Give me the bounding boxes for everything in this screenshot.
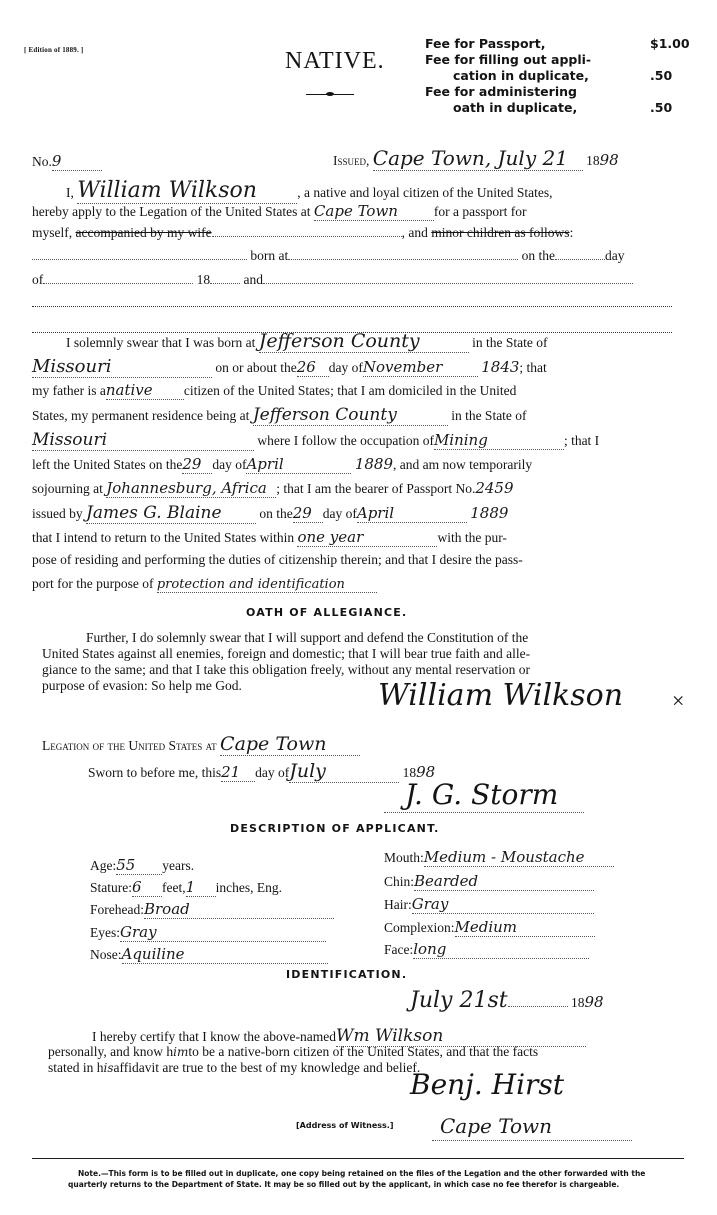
certify-line-2: personally, and know himto be a native-born citizen of the United States, and that the facts <box>48 1044 539 1059</box>
fee-schedule <box>425 36 690 116</box>
sworn-month: July <box>289 760 399 783</box>
certify-line-3: stated in hisaffidavit are true to the best of my knowledge and belief. <box>48 1060 421 1075</box>
father-line: my father is anative citizen of the United States; that I am domiciled in the United <box>32 381 517 399</box>
applicant-line: I, William Wilkson , a native and loyal citizen of the United States, <box>66 178 553 203</box>
occupation-line: Missouri where I follow the occupation ofMining ; that I <box>32 430 600 450</box>
fee-row: Fee for filling out appli- <box>425 52 592 67</box>
sojourning-line: sojourning at Johannesburg, Africa ; that I am the bearer of Passport No.2459 <box>32 479 514 497</box>
residence-line: States, my permanent residence being at Jefferson County in the State of <box>32 405 527 425</box>
forehead-field: Forehead:Broad <box>90 900 334 919</box>
residence-place: Jefferson County <box>253 405 448 426</box>
birthdate-line: Missouri on or about the26 day ofNovember 1843; that <box>32 356 547 377</box>
stature-inches: 1 <box>186 878 216 897</box>
left-day: 29 <box>182 455 212 474</box>
face-field: Face:long <box>384 940 589 959</box>
edition-label: [ Edition of 1889. ] <box>24 46 84 54</box>
legation-apply-line: hereby apply to the Legation of the United States at Cape Town for a passport for <box>32 202 527 220</box>
mouth-value: Medium - Moustache <box>424 848 614 867</box>
purpose-line-2: port for the purpose of protection and identification <box>32 576 377 593</box>
allegiance-heading: OATH OF ALLEGIANCE. <box>246 606 408 619</box>
departure-line: left the United States on the29 day ofApril 1889, and am now temporarily <box>32 455 533 473</box>
birthplace-line: I solemnly swear that I was born at Jefferson County in the State of <box>66 330 548 352</box>
birth-year: 1843 <box>481 358 520 376</box>
witness-address: Cape Town <box>440 1114 553 1138</box>
sworn-day: 21 <box>221 763 255 782</box>
issued-year: 98 <box>599 151 619 169</box>
birth-day: 26 <box>297 358 329 377</box>
stature-field: Stature:6 feet,1 inches, Eng. <box>90 878 282 896</box>
purpose-line: pose of residing and performing the duties of citizenship therein; and that I desire the pass- <box>32 552 523 567</box>
official-signature-line <box>384 812 584 813</box>
issued-line: Issued, Cape Town, July 21 1898 <box>333 146 619 170</box>
legation-place: Cape Town <box>314 202 434 221</box>
witness-address-line <box>432 1140 632 1141</box>
left-year: 1889 <box>354 455 394 473</box>
born-at-line: born at on the day <box>32 248 625 264</box>
of-line: of 18 and <box>32 272 633 288</box>
allegiance-text: giance to the same; and that I take this obligation freely, without any mental reservation or <box>42 662 530 677</box>
application-number-value: 9 <box>52 152 102 171</box>
issued-by-name: James G. Blaine <box>86 503 256 524</box>
allegiance-text: purpose of evasion: So help me God. <box>42 678 242 693</box>
signature-mark: × <box>672 688 685 713</box>
legation-sworn-place: Cape Town <box>220 733 360 756</box>
chin-value: Bearded <box>414 872 594 891</box>
mouth-field: Mouth:Medium - Moustache <box>384 848 614 867</box>
sojourning-place: Johannesburg, Africa <box>106 479 276 498</box>
identification-date: July 21st 1898 <box>410 988 604 1013</box>
footer-note: Note.—This form is to be filled out in duplicate, one copy being retained on the files of the Legation and the other forwarded with the quarterly returns to the Department of State. It may be so filled out by the applicant, in which case no fee therefor is chargeable. <box>68 1169 646 1189</box>
left-month: April <box>246 455 351 474</box>
blank-line <box>32 306 672 307</box>
eyes-field: Eyes:Gray <box>90 923 326 942</box>
complexion-value: Medium <box>455 918 595 937</box>
birth-month: November <box>363 358 478 377</box>
description-heading: DESCRIPTION OF APPLICANT. <box>230 822 440 835</box>
nose-field: Nose:Aquiline <box>90 945 328 964</box>
footer-rule <box>32 1158 684 1159</box>
allegiance-text: Further, I do solemnly swear that I will support and defend the Constitution of the <box>86 630 529 645</box>
witness-signature: Benj. Hirst <box>410 1068 565 1101</box>
birthplace: Jefferson County <box>259 330 469 353</box>
allegiance-text: United States against all enemies, foreign and domestic; that I will bear true faith and alle- <box>42 646 531 661</box>
fee-row: cation in duplicate, .50 <box>453 68 673 83</box>
age-field: Age:55 years. <box>90 856 195 874</box>
return-period: one year <box>297 528 437 547</box>
age-value: 55 <box>116 856 162 875</box>
eyes-value: Gray <box>120 923 326 942</box>
identification-heading: IDENTIFICATION. <box>286 968 408 981</box>
legation-line: Legation of the United States at Cape Town <box>42 733 360 756</box>
complexion-field: Complexion:Medium <box>384 918 595 937</box>
fee-row: Fee for administering <box>425 84 577 99</box>
nose-value: Aquiline <box>122 945 328 964</box>
applicant-name: William Wilkson <box>77 178 297 204</box>
hair-field: Hair:Gray <box>384 895 594 914</box>
issued-place-date: Cape Town, July 21 <box>373 146 583 171</box>
issued-day: 29 <box>293 504 323 523</box>
chin-field: Chin:Bearded <box>384 872 594 891</box>
birth-state: Missouri <box>32 356 212 378</box>
fee-row: oath in duplicate, .50 <box>453 100 673 115</box>
issued-year: 1889 <box>470 504 509 522</box>
fee-row: Fee for Passport, $1.00 <box>425 36 690 51</box>
issued-by-line: issued by James G. Blaine on the29 day ofApril 1889 <box>32 503 509 523</box>
forehead-value: Broad <box>144 900 334 919</box>
stature-feet: 6 <box>132 878 162 897</box>
passport-number: 2459 <box>475 479 514 497</box>
applicant-signature: William Wilkson <box>378 678 624 713</box>
sworn-line: Sworn to before me, this21 day ofJuly 1898 <box>88 760 436 782</box>
application-number: No.9 <box>32 152 102 171</box>
certify-line: I hereby certify that I know the above-namedWm Wilkson <box>92 1026 586 1047</box>
residence-state: Missouri <box>32 430 254 451</box>
issued-month: April <box>357 504 467 523</box>
identification-year: 98 <box>584 993 604 1011</box>
occupation: Mining <box>434 431 564 450</box>
form-title: NATIVE. <box>285 48 385 74</box>
identified-person: Wm Wilkson <box>336 1026 586 1047</box>
sworn-year: 98 <box>416 763 436 781</box>
official-signature: J. G. Storm <box>405 778 559 811</box>
hair-value: Gray <box>412 895 594 914</box>
family-line: myself, accompanied by my wife , and minor children as follows: <box>32 225 574 240</box>
return-line: that I intend to return to the United States within one year with the pur- <box>32 528 507 546</box>
father-status: native <box>106 381 184 400</box>
face-value: long <box>413 940 589 959</box>
identification-date-value: July 21st <box>410 988 508 1013</box>
passport-purpose: protection and identification <box>157 577 377 593</box>
witness-address-label: [Address of Witness.] <box>296 1121 394 1130</box>
title-flourish <box>306 94 354 95</box>
